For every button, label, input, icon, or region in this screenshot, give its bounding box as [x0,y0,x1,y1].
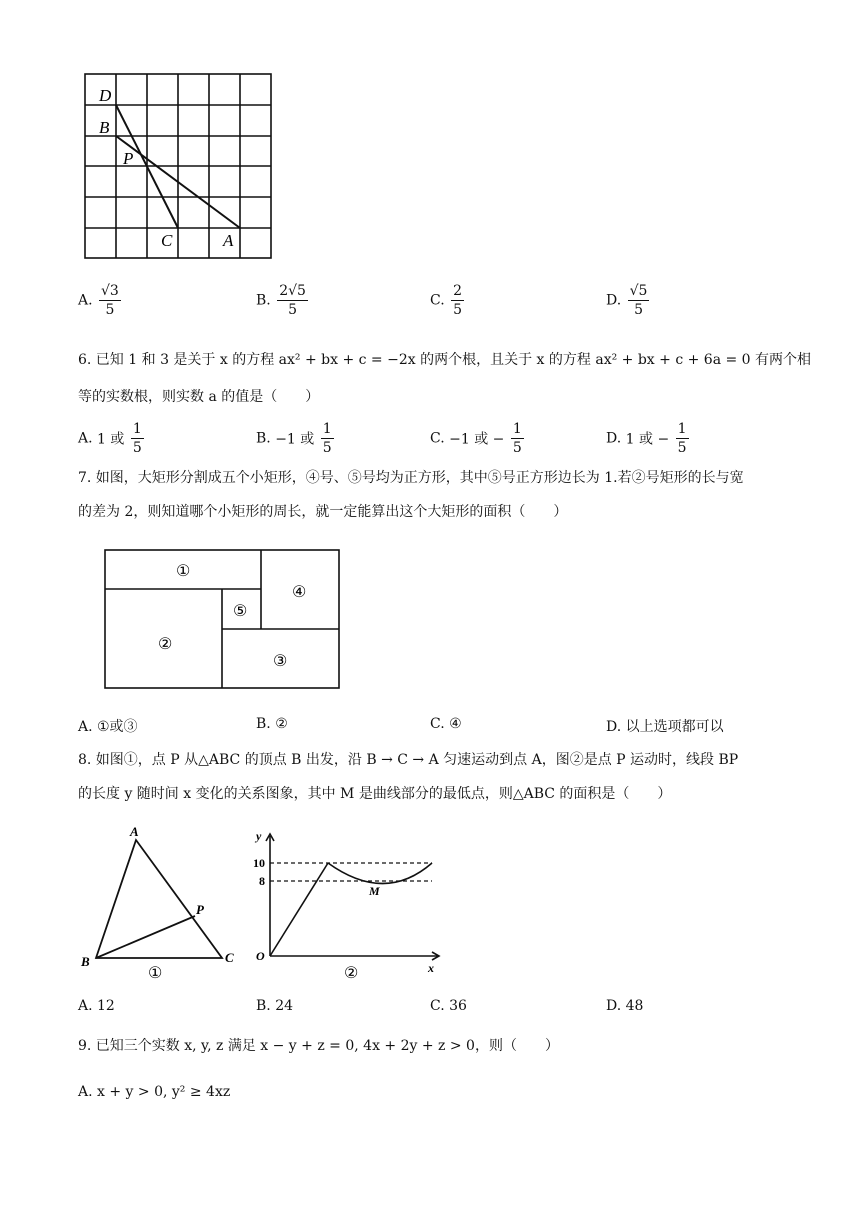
q7-stem-line1: 7. 如图，大矩形分割成五个小矩形，④号、⑤号均为正方形，其中⑤号正方形边长为 1.若②号矩形的长与宽 [78,470,744,486]
q5-option-a: A. $\frac{√3}{5}$ [78,283,119,318]
numerator: 1 [132,421,142,437]
q7-stem-line2: 的差为 2，则知道哪个小矩形的周长，就一定能算出这个大矩形的面积（ ） [78,504,568,520]
label-c: C [161,231,173,250]
rect-4-label: ④ [292,584,307,601]
label-p: P [123,149,134,168]
q8-stem-line2: 的长度 y 随时间 x 变化的关系图象，其中 M 是曲线部分的最低点，则△ABC 的面积是（ ） [78,786,672,802]
q5-option-d: D. $\frac{√5}{5}$ [606,283,648,318]
axis-y-label: y [256,829,262,843]
q7-rectangle-figure [100,546,345,692]
axis-x-label: x [428,961,434,975]
rect-3-label: ③ [273,653,288,670]
tri-label-p: P [196,902,204,917]
q5-option-b: B. $\frac{2√5}{5}$ [256,283,306,318]
denominator: 5 [105,302,115,318]
q6-option-a: A. 1 或 $\frac{1}{5}$ [78,421,142,456]
q8-stem-line1: 8. 如图①，点 P 从△ABC 的顶点 B 出发，沿 B → C → A 匀速运动到点 A，图②是点 P 运动时，线段 BP [78,752,739,768]
origin-label: O [256,949,265,963]
fig1-caption: ① [148,965,163,982]
numerator: 1 [677,421,687,437]
rect-2-label: ② [158,636,173,653]
q7-option-a: A. ①或③ [78,719,138,735]
q8-option-b: B. 24 [256,998,294,1014]
q5-grid-figure [80,70,280,260]
rect-5-label: ⑤ [233,603,248,620]
denominator: 5 [132,440,142,456]
tick-label-10: 10 [253,856,265,870]
q6-stem-line1: 6. 已知 1 和 3 是关于 x 的方程 ax² + bx + c = −2x 的两个根，且关于 x 的方程 ax² + bx + c + 6a = 0 有两个相 [78,352,812,368]
q5-option-c: C. $\frac{2}{5}$ [430,283,463,318]
q7-option-d: D. 以上选项都可以 [606,719,724,735]
q6-option-d: D. 1 或 − $\frac{1}{5}$ [606,421,687,456]
q6-stem-line2: 等的实数根，则实数 a 的值是（ ） [78,389,320,405]
denominator: 5 [677,440,687,456]
point-m-label: M [369,884,380,898]
label-d: D [99,86,112,105]
rect-1-label: ① [176,563,191,580]
q9-stem-line1: 9. 已知三个实数 x, y, z 满足 x − y + z = 0, 4x + 2y + z > 0，则（ ） [78,1038,559,1054]
grid-lines [85,74,271,258]
q6-option-c: C. −1 或 − $\frac{1}{5}$ [430,421,522,456]
q7-option-b: B. ② [256,716,288,732]
q9-option-a: A. x + y > 0, y² ≥ 4xz [78,1084,231,1100]
q8-option-d: D. 48 [606,998,644,1014]
tri-label-a: A [130,824,139,839]
numerator: √3 [101,283,119,299]
fig2-caption: ② [344,965,359,982]
q7-option-c: C. ④ [430,716,462,732]
numerator: 1 [322,421,332,437]
numerator: 1 [512,421,522,437]
label-a: A [223,231,234,250]
q6-option-b: B. −1 或 $\frac{1}{5}$ [256,421,332,456]
q8-option-a: A. 12 [78,998,115,1014]
numerator: 2 [453,283,463,299]
denominator: 5 [453,302,463,318]
tri-label-c: C [225,950,234,965]
denominator: 5 [288,302,298,318]
denominator: 5 [634,302,644,318]
numerator: √5 [629,283,648,299]
q8-triangle-figure [78,824,248,984]
numerator: 2√5 [279,283,306,299]
tri-label-b: B [81,954,90,969]
q8-graph-figure [250,826,445,984]
denominator: 5 [512,440,522,456]
label-b: B [99,118,110,137]
tick-label-8: 8 [259,874,265,888]
q8-option-c: C. 36 [430,998,467,1014]
denominator: 5 [322,440,332,456]
